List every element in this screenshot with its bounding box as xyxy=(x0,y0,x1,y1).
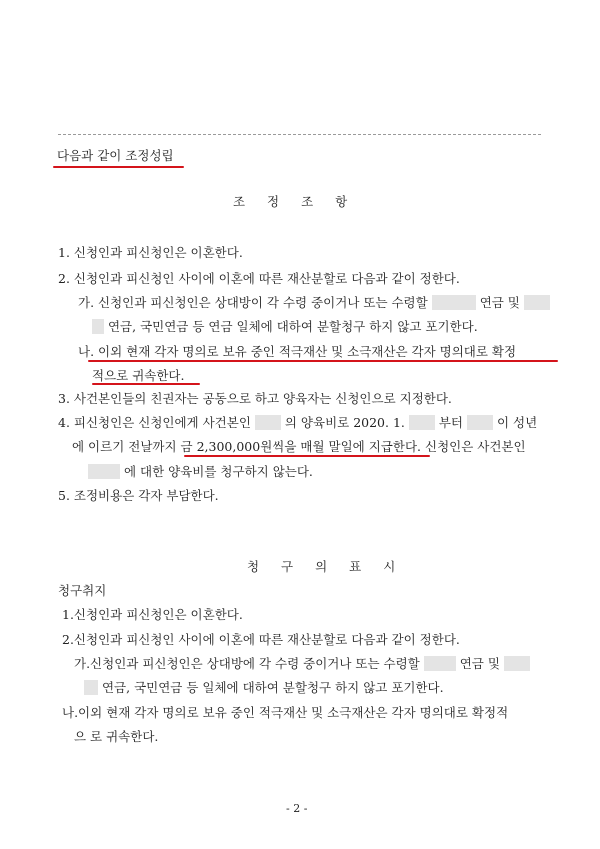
terms-item-2b-line2: 적으로 귀속한다. xyxy=(92,368,185,383)
claim-item-2a-line2-text: 연금, 국민연금 등 일체에 대하여 분할청구 하지 않고 포기한다. xyxy=(101,680,444,695)
claim-item-2a-line2 xyxy=(84,678,444,696)
claim-item-2: 2.신청인과 피신청인 사이에 이혼에 따른 재산분할로 다음과 같이 정한다. xyxy=(62,632,460,647)
terms-item-2b-line1: 나. 이외 현재 각자 명의로 보유 중인 적극재산 및 소극재산은 각자 명의대로 확정 xyxy=(78,344,517,359)
redaction-block xyxy=(424,656,456,671)
claim-item-2a-line1 xyxy=(74,654,530,672)
redaction-block xyxy=(84,680,98,695)
redaction-block xyxy=(88,464,120,479)
terms-item-4-text-c: 부터 xyxy=(438,415,464,430)
terms-item-4-payment: 금 2,300,000원씩을 매월 말일에 지급한다. xyxy=(180,439,422,454)
terms-item-2a-line1 xyxy=(78,293,550,311)
terms-item-4-line2-text-a: 에 이르기 전날까지 xyxy=(72,439,177,454)
terms-item-4-text-b: 의 양육비로 2020. 1. xyxy=(284,415,405,430)
section-divider xyxy=(58,134,541,135)
claim-item-2a-text-a: 가.신청인과 피신청인은 상대방에 각 수령 중이거나 또는 수령할 xyxy=(74,656,420,671)
redaction-block xyxy=(255,415,281,430)
red-underline-2b-2 xyxy=(92,383,200,385)
settlement-title: 다음과 같이 조정성립 xyxy=(57,148,174,163)
terms-item-3: 3. 사건본인들의 친권자는 공동으로 하고 양육자는 신청인으로 지정한다. xyxy=(58,391,452,406)
redaction-block xyxy=(467,415,493,430)
terms-item-4-line3 xyxy=(88,462,313,480)
red-underline-2b-1 xyxy=(88,360,558,362)
redaction-block xyxy=(504,656,530,671)
terms-item-1: 1. 신청인과 피신청인은 이혼한다. xyxy=(58,245,243,260)
terms-item-2a-text-b: 연금 및 xyxy=(479,295,520,310)
redaction-block xyxy=(92,319,104,334)
terms-item-4-text-d: 이 성년 xyxy=(496,415,538,430)
terms-item-2a-line2-text: 연금, 국민연금 등 연금 일체에 대하여 분할청구 하지 않고 포기한다. xyxy=(107,319,478,334)
terms-item-4-line2 xyxy=(72,437,526,455)
claim-item-2b-line2: 으 로 귀속한다. xyxy=(74,729,159,744)
terms-item-2a-text-a: 가. 신청인과 피신청인은 상대방이 각 수령 중이거나 또는 수령할 xyxy=(78,295,428,310)
terms-item-4-line3-text: 에 대한 양육비를 청구하지 않는다. xyxy=(123,464,313,479)
redaction-block xyxy=(409,415,435,430)
redaction-block xyxy=(524,295,550,310)
claim-heading: 청 구 의 표 시 xyxy=(247,559,405,574)
claim-item-1: 1.신청인과 피신청인은 이혼한다. xyxy=(62,607,243,622)
terms-item-4-text-a: 4. 피신청인은 신청인에게 사건본인 xyxy=(58,415,251,430)
terms-item-2a-line2 xyxy=(92,317,478,335)
red-underline-title xyxy=(53,166,184,168)
page-number: - 2 - xyxy=(286,802,308,815)
redaction-block xyxy=(432,295,476,310)
terms-item-2: 2. 신청인과 피신청인 사이에 이혼에 따른 재산분할로 다음과 같이 정한다. xyxy=(58,271,460,286)
claim-subheading: 청구취지 xyxy=(58,583,107,598)
claim-item-2b-line1: 나.이외 현재 각자 명의로 보유 중인 적극재산 및 소극재산은 각자 명의대로 확정적 xyxy=(62,705,509,720)
terms-item-5: 5. 조정비용은 각자 부담한다. xyxy=(58,488,219,503)
terms-item-4-line1 xyxy=(58,413,537,431)
red-underline-payment xyxy=(184,455,430,457)
terms-item-4-line2-text-c: 신청인은 사건본인 xyxy=(425,439,526,454)
terms-heading: 조 정 조 항 xyxy=(233,194,357,209)
claim-item-2a-text-b: 연금 및 xyxy=(459,656,500,671)
